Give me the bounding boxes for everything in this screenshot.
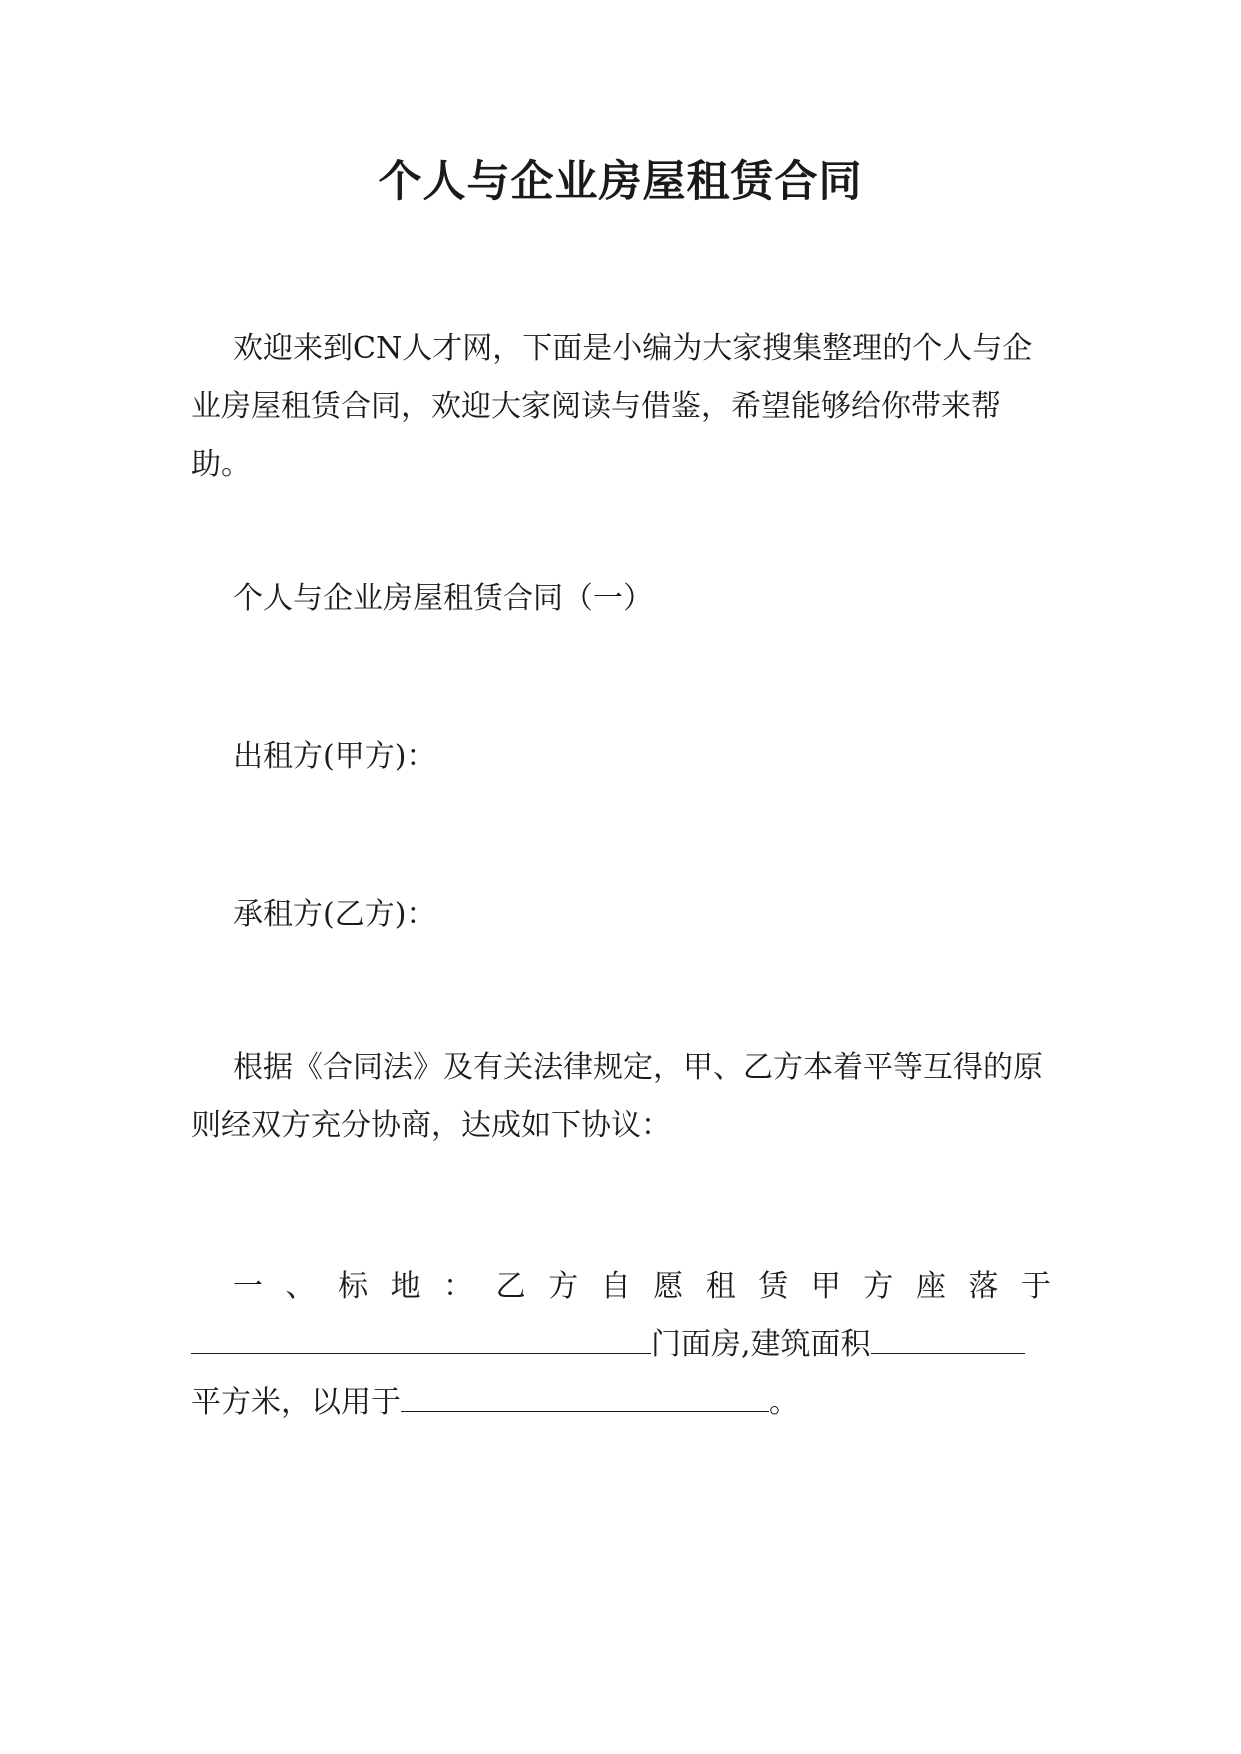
clause-1-end: 。	[769, 1385, 799, 1420]
clause-1-heading-char: 乙	[495, 1269, 526, 1304]
clause-1-heading-char: 方	[863, 1269, 894, 1304]
clause-1-heading-char: 自	[600, 1269, 631, 1304]
clause-1-heading-char: ：	[443, 1269, 474, 1304]
clause-1-area-unit: 平方米，以用于	[191, 1385, 401, 1420]
location-blank	[191, 1317, 651, 1354]
clause-1-heading-char: 座	[915, 1269, 946, 1304]
section-heading: 个人与企业房屋租赁合同（一）	[233, 581, 653, 616]
clause-1-heading-char: 赁	[758, 1269, 789, 1304]
clause-1-location-line	[191, 1316, 1051, 1374]
lessee-label: 承租方(乙方)：	[233, 897, 437, 932]
clause-1-heading-char: 方	[548, 1269, 579, 1304]
clause-1-heading-char: 标	[338, 1269, 369, 1304]
clause-1-heading-char: 租	[705, 1269, 736, 1304]
usage-blank	[401, 1375, 769, 1412]
clause-1-heading	[233, 1258, 1051, 1316]
clause-1-heading-char: 愿	[653, 1269, 684, 1304]
clause-1-heading-char: 一	[233, 1269, 263, 1304]
intro-paragraph: 欢迎来到CN人才网，下面是小编为大家搜集整理的个人与企业房屋租赁合同，欢迎大家阅读与借鉴，希望能够给你带来帮助。	[191, 331, 1033, 482]
clause-1-mid-text: 门面房,建筑面积	[651, 1327, 871, 1362]
basis-paragraph: 根据《合同法》及有关法律规定，甲、乙方本着平等互得的原则经双方充分协商，达成如下协议：	[191, 1050, 1043, 1143]
clause-1-heading-char: 落	[968, 1269, 999, 1304]
clause-1-heading-char: 甲	[810, 1269, 841, 1304]
clause-1-usage-line	[191, 1374, 1051, 1432]
clause-1	[191, 1258, 1051, 1432]
lessor-label: 出租方(甲方)：	[233, 739, 437, 774]
clause-1-heading-char: 地	[390, 1269, 421, 1304]
document-title: 个人与企业房屋租赁合同	[378, 157, 863, 207]
clause-1-heading-char: 、	[285, 1269, 316, 1304]
area-blank	[871, 1317, 1025, 1354]
clause-1-heading-char: 于	[1020, 1269, 1051, 1304]
